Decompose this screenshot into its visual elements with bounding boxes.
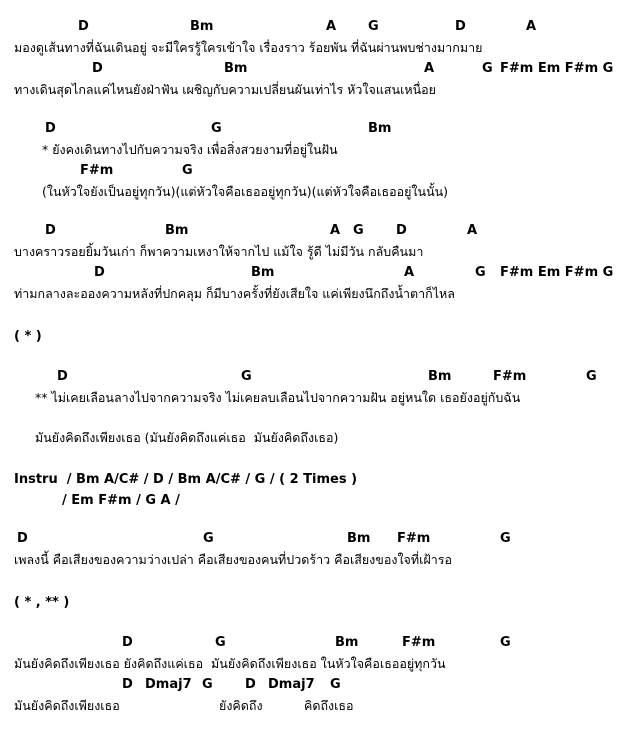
chord-symbol: D xyxy=(245,677,256,692)
lyric-text: ทางเดินสุดไกลแค่ไหนยังฝ่าฟัน เผชิญกับความเปลี่ยนผันเท่าไร หัวใจแสนเหนื่อย xyxy=(14,82,436,97)
chord-symbol: Dmaj7 xyxy=(268,677,315,692)
chord-symbol: D xyxy=(122,635,133,650)
chord-symbol: Bm xyxy=(190,19,214,34)
chord-symbol: Bm xyxy=(224,61,248,76)
chord-symbol: F#m xyxy=(493,369,527,384)
lyric-text: ยังคิดถึง xyxy=(219,698,263,713)
chord-symbol: D xyxy=(92,61,103,76)
section-marker: / Em F#m / G A / xyxy=(62,493,180,508)
chord-symbol: A xyxy=(330,223,341,238)
chord-symbol: G xyxy=(586,369,597,384)
lyric-text: มันยังคิดถึงเพียงเธอ (มันยังคิดถึงแค่เธอ มันยังคิดถึงเธอ) xyxy=(35,430,339,445)
chord-symbol: A xyxy=(424,61,435,76)
chord-symbol: A xyxy=(326,19,337,34)
chord-symbol: D xyxy=(45,223,56,238)
chord-symbol: Bm xyxy=(251,265,275,280)
lyric-text: ** ไม่เคยเลือนลางไปจากความจริง ไม่เคยลบเลือนไปจากความฝัน อยู่หนใด เธอยังอยู่กับฉัน xyxy=(35,390,521,405)
chord-symbol: G xyxy=(211,121,222,136)
chord-symbol: D xyxy=(94,265,105,280)
chord-symbol: Bm xyxy=(165,223,189,238)
chord-symbol: G xyxy=(182,163,193,178)
lyric-text: คิดถึงเธอ xyxy=(304,698,354,713)
chord-symbol: A xyxy=(404,265,415,280)
chord-symbol: D xyxy=(17,531,28,546)
lyric-text: เพลงนี้ คือเสียงของความว่างเปล่า คือเสียงของคนที่ปวดร้าว คือเสียงของใจที่เฝ้ารอ xyxy=(14,552,452,567)
chord-symbol: G xyxy=(215,635,226,650)
chord-symbol: F#m xyxy=(402,635,436,650)
chord-symbol: A xyxy=(526,19,537,34)
chord-symbol: Dmaj7 xyxy=(145,677,192,692)
chord-symbol: F#m xyxy=(80,163,114,178)
chord-symbol: D xyxy=(122,677,133,692)
chord-symbol: Bm xyxy=(368,121,392,136)
chord-symbol: G xyxy=(500,635,511,650)
chord-symbol: D xyxy=(57,369,68,384)
chord-symbol: D xyxy=(45,121,56,136)
chord-symbol: D xyxy=(455,19,466,34)
chord-symbol: Bm xyxy=(335,635,359,650)
chord-symbol: G xyxy=(202,677,213,692)
chord-symbol: G xyxy=(203,531,214,546)
lyric-text: มันยังคิดถึงเพียงเธอ ยังคิดถึงแค่เธอ มันยังคิดถึงเพียงเธอ ในหัวใจคือเธออยู่ทุกวัน xyxy=(14,656,446,671)
chord-symbol: G xyxy=(475,265,486,280)
chord-symbol: F#m Em F#m G xyxy=(500,61,614,76)
lyric-text: บางคราวรอยยิ้มวันเก่า ก็พาความเหงาให้จากไป แม้ใจ รู้ดี ไม่มีวัน กลับคืนมา xyxy=(14,244,424,259)
lyric-text: ท่ามกลางละอองความหลังที่ปกคลุม ก็มีบางครั้งที่ยังเสียใจ แค่เพียงนึกถึงน้ำตาก็ไหล xyxy=(14,286,455,301)
chord-symbol: D xyxy=(396,223,407,238)
lyric-text: มันยังคิดถึงเพียงเธอ xyxy=(14,698,120,713)
chord-symbol: Bm xyxy=(347,531,371,546)
lyric-text: มองดูเส้นทางที่ฉันเดินอยู่ จะมีใครรู้ใครเข้าใจ เรื่องราว ร้อยพัน ที่ฉันผ่านพบช่างมากมาย xyxy=(14,40,483,55)
chord-symbol: D xyxy=(78,19,89,34)
chord-symbol: G xyxy=(368,19,379,34)
section-marker: ( * ) xyxy=(14,329,42,344)
chord-symbol: G xyxy=(330,677,341,692)
chord-symbol: Bm xyxy=(428,369,452,384)
chord-symbol: A xyxy=(467,223,478,238)
chord-symbol: G xyxy=(500,531,511,546)
chord-symbol: G xyxy=(241,369,252,384)
section-marker: Instru / Bm A/C# / D / Bm A/C# / G / ( 2 Times ) xyxy=(14,472,358,487)
chord-symbol: F#m xyxy=(397,531,431,546)
chord-symbol: G xyxy=(353,223,364,238)
chord-symbol: F#m Em F#m G xyxy=(500,265,614,280)
section-marker: ( * , ** ) xyxy=(14,595,70,610)
chord-symbol: G xyxy=(482,61,493,76)
lyric-text: (ในหัวใจยังเป็นอยู่ทุกวัน)(แต่หัวใจคือเธออยู่ทุกวัน)(แต่หัวใจคือเธออยู่ในนั้น) xyxy=(42,184,449,199)
lyric-text: * ยังคงเดินทางไปกับความจริง เพื่อสิ่งสวยงามที่อยู่ในฝัน xyxy=(42,142,338,157)
